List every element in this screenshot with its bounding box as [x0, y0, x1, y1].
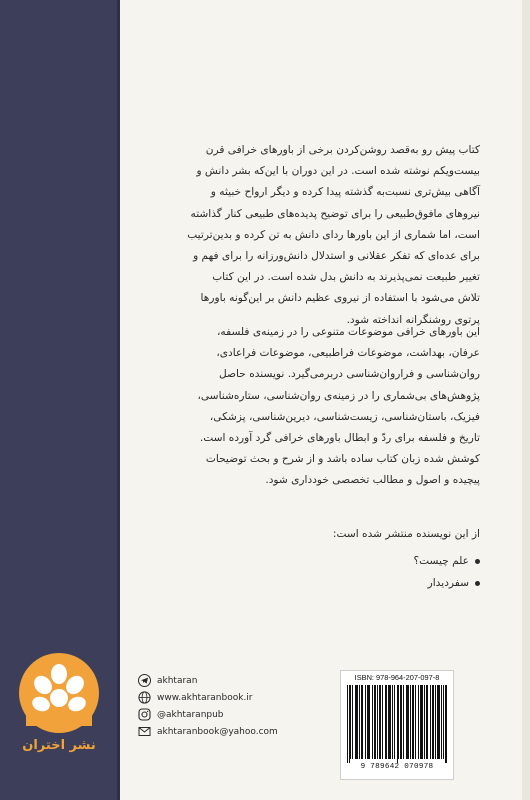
contact-website — [138, 689, 308, 706]
barcode-bar — [357, 685, 358, 759]
barcode-bar — [375, 685, 376, 759]
barcode-bar — [443, 685, 444, 759]
blurb-paragraph-2 — [170, 322, 480, 492]
spine-edge — [117, 0, 120, 800]
barcode-bar — [430, 685, 431, 759]
list-item — [170, 550, 480, 572]
barcode-bar — [413, 685, 414, 759]
blurb-line: بیست‌ویکم نوشته شده است. در این دوران با این‌که بشر دانش و — [196, 165, 480, 178]
barcode-bar — [352, 685, 353, 759]
barcode-bar — [356, 685, 357, 759]
isbn-barcode — [340, 670, 454, 780]
barcode-bar — [368, 685, 369, 759]
from-author-label: از این نویسنده منتشر شده است: — [332, 528, 480, 540]
barcode-bar — [421, 685, 422, 759]
publisher-name: نشر اختران — [22, 738, 96, 753]
barcode-bar — [438, 685, 439, 759]
barcode-bar — [347, 685, 348, 763]
barcode-bar — [392, 685, 393, 759]
barcode-bar — [385, 685, 386, 759]
barcode-bar — [424, 685, 425, 759]
list-item — [170, 572, 480, 594]
barcode-bar — [382, 685, 383, 759]
blurb-line: پژوهش‌های بی‌شماری را در زمینه‌ی روان‌شناسی، ستاره‌شناسی، — [197, 389, 480, 402]
blurb-line: تغییر طبیعت نمی‌پذیرند به دانش بدل شده است. در این کتاب — [212, 271, 480, 284]
barcode-bar — [418, 685, 419, 759]
barcode-bar — [386, 685, 387, 759]
blurb-line: پیچیده و اصول و مطالب تخصصی خودداری شود. — [265, 474, 480, 487]
barcode-bar — [359, 685, 360, 759]
barcode-bar — [372, 685, 373, 759]
barcode-bar — [394, 685, 395, 759]
barcode-bar — [380, 685, 381, 759]
globe-icon — [138, 691, 151, 704]
barcode-bar — [426, 685, 427, 759]
barcode-bar — [401, 685, 402, 759]
page-edge — [522, 0, 530, 800]
blurb-line: تلاش می‌شود با استفاده از نیروی عظیم دانش بر این‌گونه باورها — [200, 292, 480, 305]
barcode-bar — [369, 685, 370, 759]
barcode-bar — [388, 685, 389, 759]
barcode-bar — [374, 685, 375, 759]
barcode-bar — [433, 685, 434, 759]
barcode-bar — [439, 685, 440, 759]
blurb-line: فیزیک، باستان‌شناسی، زیست‌شناسی، دیرین‌شناسی، پزشکی، — [209, 410, 480, 423]
contact-list — [138, 672, 308, 740]
barcode-bar — [400, 685, 401, 759]
barcode-bar — [432, 685, 433, 759]
barcode-bar — [365, 685, 366, 759]
isbn-label: ISBN: 978-964-207-097-8 — [354, 673, 440, 682]
barcode-bar — [415, 685, 416, 759]
barcode-bar — [446, 685, 447, 763]
bullet-icon — [475, 559, 480, 564]
blurb-line: کتاب پیش رو به‌قصد روشن‌کردن برخی از باورهای خرافی قرن — [205, 144, 480, 156]
blurb-line: برای عده‌ای که تفکر عقلانی و استدلال دانش‌ورزانه را برای فهم و — [193, 250, 480, 263]
barcode-bar — [403, 685, 404, 759]
blurb-line: روان‌شناسی و فراروان‌شناسی دربرمی‌گیرد. نویسنده حاصل — [219, 368, 480, 381]
barcode-bar — [390, 685, 391, 759]
blurb-line: نیروهای مافوق‌طبیعی را برای توضیح پدیده‌های طبیعی کنار گذاشته — [190, 207, 480, 220]
barcode-bar — [408, 685, 409, 759]
contact-text: akhtaranbook@yahoo.com — [157, 726, 278, 737]
contact-telegram — [138, 672, 308, 689]
barcode-bar — [412, 685, 413, 759]
book-title: سفردیدار — [427, 577, 469, 589]
barcode-bar — [367, 685, 368, 759]
barcode-bar — [389, 685, 390, 759]
telegram-icon — [138, 674, 151, 687]
other-books-list — [170, 550, 480, 594]
barcode-bar — [377, 685, 378, 759]
contact-instagram — [138, 706, 308, 723]
blurb-line: تاریخ و فلسفه برای ردّ و ابطال باورهای خرافی گرد آورده است. — [199, 432, 480, 445]
barcode-bar — [422, 685, 423, 759]
barcode-bar — [350, 685, 351, 759]
barcode-digits: 9 789642 070978 — [360, 763, 434, 771]
instagram-icon — [138, 708, 151, 721]
barcode-bar — [362, 685, 363, 759]
barcode-bar — [349, 685, 350, 763]
barcode-bar — [437, 685, 438, 759]
blurb-line: کوشش شده زبان کتاب ساده باشد و از شرح و بحث توضیحات — [205, 453, 480, 466]
barcode-bar — [407, 685, 408, 759]
contact-text: @akhtaranpub — [157, 709, 224, 720]
barcode-bar — [420, 685, 421, 759]
contact-email — [138, 723, 308, 740]
blurb-line: عرفان، بهداشت، موضوعات فراطبیعی، موضوعات فراعادی، — [216, 347, 480, 360]
blurb-paragraph-1 — [170, 140, 480, 331]
barcode-bar — [379, 685, 380, 759]
barcode-bar — [397, 685, 398, 763]
barcode-bar — [355, 685, 356, 759]
email-icon — [138, 725, 151, 738]
book-title: علم چیست؟ — [413, 555, 469, 567]
barcode-bar — [398, 685, 399, 759]
blurb-line: است، اما شماری از این باورها ردای دانش به تن کرده و بدین‌ترتیب — [187, 228, 480, 241]
publisher-logo-icon — [18, 652, 100, 734]
barcode-bar — [441, 685, 442, 759]
bullet-icon — [475, 581, 480, 586]
contact-text: akhtaran — [157, 675, 198, 686]
barcode-bar — [361, 685, 362, 759]
blurb-line: آگاهی بیش‌تری نسبت‌به گذشته پیدا کرده و دیگر ارواح خبیثه و — [210, 186, 480, 199]
barcode-bar — [427, 685, 428, 759]
barcode-bar — [445, 685, 446, 763]
contact-text: www.akhtaranbook.ir — [157, 692, 253, 703]
barcode-bars — [347, 685, 447, 763]
barcode-bar — [406, 685, 407, 759]
blurb-line: پرتوی روشنگرانه انداخته شود. — [346, 313, 480, 326]
barcode-bar — [410, 685, 411, 759]
barcode-bar — [435, 685, 436, 759]
blurb-line: این باورهای خرافی موضوعات متنوعی را در زمینه‌ی فلسفه، — [217, 326, 480, 338]
